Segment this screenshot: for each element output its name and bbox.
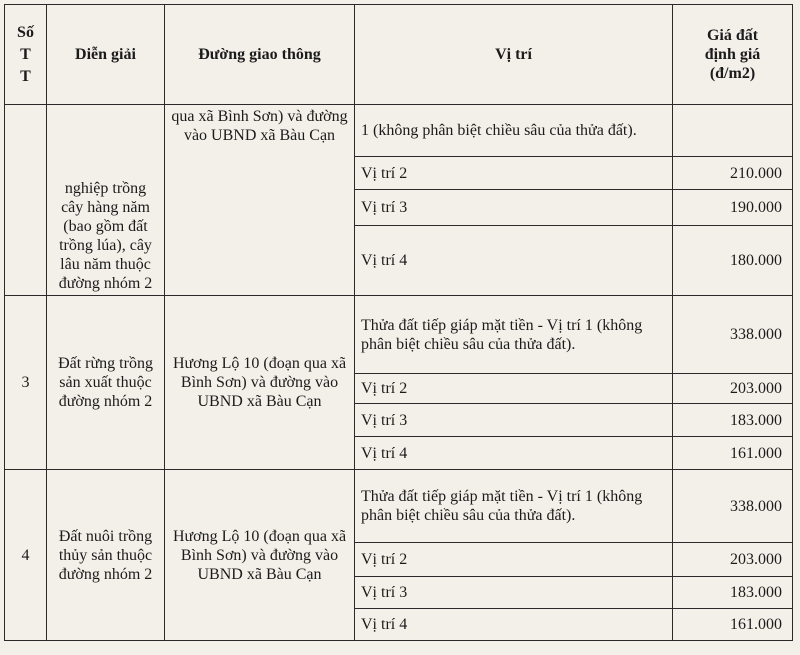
dien-giai-cell: Đất rừng trồng sản xuất thuộc đường nhóm 2 xyxy=(47,296,165,470)
dien-giai-cell: Đất nuôi trồng thủy sản thuộc đường nhóm 2 xyxy=(47,470,165,641)
vi-tri-cell: Vị trí 3 xyxy=(355,190,673,226)
vi-tri-cell: Thửa đất tiếp giáp mặt tiền - Vị trí 1 (không phân biệt chiều sâu của thửa đất). xyxy=(355,296,673,374)
table-header-row xyxy=(5,5,793,105)
gia-cell: 183.000 xyxy=(673,577,793,609)
gia-cell: 203.000 xyxy=(673,543,793,577)
vi-tri-cell: Vị trí 2 xyxy=(355,157,673,190)
stt-cell: 3 xyxy=(5,296,47,470)
gia-cell: 210.000 xyxy=(673,157,793,190)
gia-cell: 183.000 xyxy=(673,404,793,437)
gia-cell: 161.000 xyxy=(673,437,793,470)
table-row xyxy=(5,105,793,157)
gia-cell: 180.000 xyxy=(673,226,793,296)
header-duong-giao-thong: Đường giao thông xyxy=(165,5,355,105)
table-row xyxy=(5,470,793,543)
table-row xyxy=(5,296,793,374)
vi-tri-cell: Vị trí 4 xyxy=(355,437,673,470)
vi-tri-cell: 1 (không phân biệt chiều sâu của thửa đất). xyxy=(355,105,673,157)
vi-tri-cell: Vị trí 4 xyxy=(355,226,673,296)
header-dien-giai: Diễn giải xyxy=(47,5,165,105)
vi-tri-cell: Vị trí 3 xyxy=(355,404,673,437)
duong-cell: Hương Lộ 10 (đoạn qua xã Bình Sơn) và đường vào UBND xã Bàu Cạn xyxy=(165,470,355,641)
gia-cell: 190.000 xyxy=(673,190,793,226)
header-gia-dat: Giá đất định giá (đ/m2) xyxy=(673,5,793,105)
vi-tri-cell: Vị trí 2 xyxy=(355,543,673,577)
vi-tri-cell: Vị trí 2 xyxy=(355,374,673,404)
header-stt: Số T T xyxy=(5,5,47,105)
gia-cell: 161.000 xyxy=(673,609,793,641)
vi-tri-cell: Thửa đất tiếp giáp mặt tiền - Vị trí 1 (không phân biệt chiều sâu của thửa đất). xyxy=(355,470,673,543)
vi-tri-cell: Vị trí 4 xyxy=(355,609,673,641)
dien-giai-cell: nghiệp trồng cây hàng năm (bao gồm đất trồng lúa), cây lâu năm thuộc đường nhóm 2 xyxy=(47,105,165,296)
duong-cell: Hương Lộ 10 (đoạn qua xã Bình Sơn) và đường vào UBND xã Bàu Cạn xyxy=(165,296,355,470)
land-price-table xyxy=(4,4,793,641)
stt-cell xyxy=(5,105,47,296)
vi-tri-cell: Vị trí 3 xyxy=(355,577,673,609)
gia-cell: 338.000 xyxy=(673,470,793,543)
stt-cell: 4 xyxy=(5,470,47,641)
gia-cell xyxy=(673,105,793,157)
gia-cell: 203.000 xyxy=(673,374,793,404)
header-vi-tri: Vị trí xyxy=(355,5,673,105)
gia-cell: 338.000 xyxy=(673,296,793,374)
duong-cell: qua xã Bình Sơn) và đường vào UBND xã Bàu Cạn xyxy=(165,105,355,296)
